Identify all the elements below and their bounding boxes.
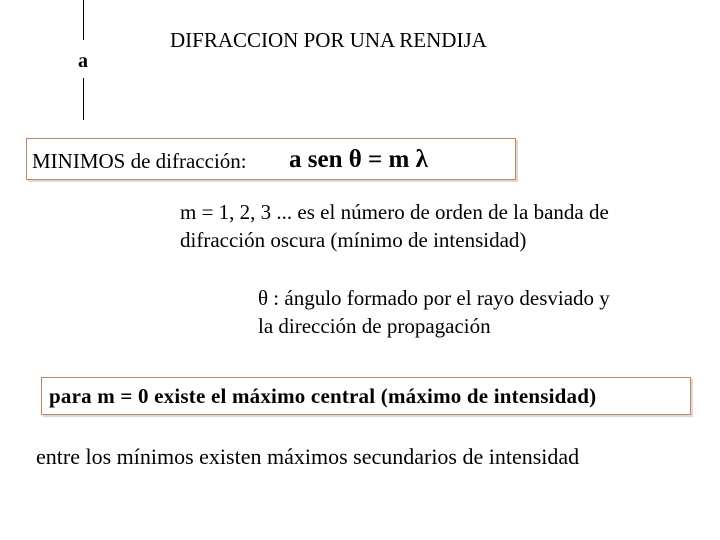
central-maximum-box	[41, 377, 691, 415]
theta-note	[258, 284, 610, 340]
minimos-label: MINIMOS de difracción:	[32, 149, 247, 173]
slit-lower-edge	[83, 78, 84, 120]
secondary-maxima-note: entre los mínimos existen máximos secundarios de intensidad	[36, 444, 580, 469]
page-title: DIFRACCION POR UNA RENDIJA	[170, 28, 487, 52]
order-note-line-2: difracción oscura (mínimo de intensidad)	[180, 228, 527, 252]
central-maximum-text: para m = 0 existe el máximo central (máximo de intensidad)	[49, 384, 597, 408]
order-note-line-1: m = 1, 2, 3 ... es el número de orden de la banda de	[180, 200, 609, 224]
minimos-formula-box	[26, 138, 516, 180]
order-note	[180, 198, 609, 254]
slit-width-label: a	[78, 50, 88, 72]
theta-note-line-1: θ : ángulo formado por el rayo desviado y	[258, 286, 610, 310]
minimos-formula: a sen θ = m λ	[289, 146, 428, 173]
slit-upper-edge	[83, 0, 84, 40]
theta-note-line-2: la dirección de propagación	[258, 314, 491, 338]
